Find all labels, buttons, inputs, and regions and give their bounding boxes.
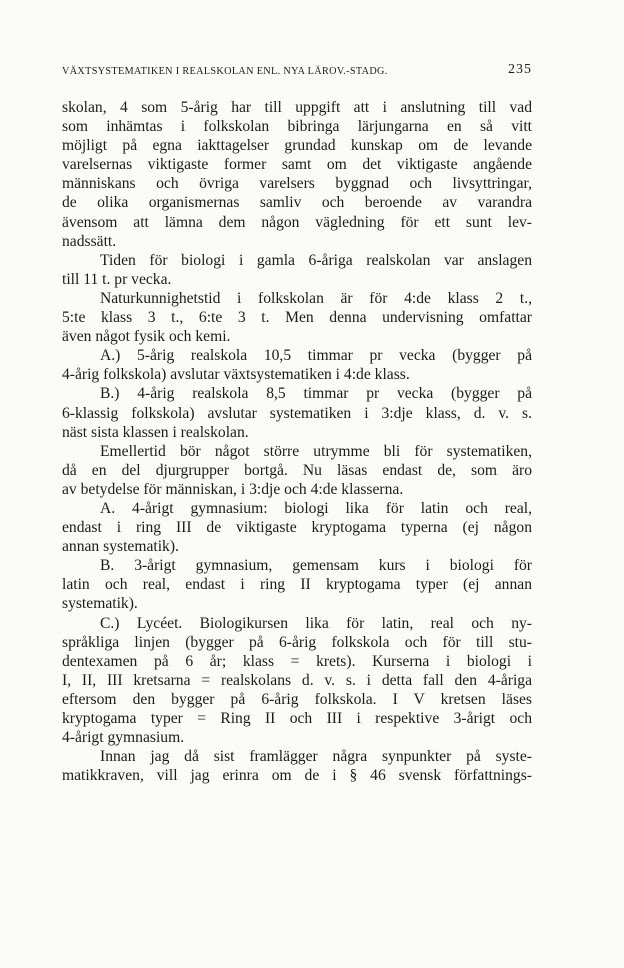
text-line: 4-årig folkskola) avslutar växtsystematiken i 4:de klass. — [62, 366, 410, 384]
text-line: skolan, 4 som 5-årig har till uppgift att i anslutning till vad — [62, 99, 532, 116]
text-line: nadssätt. — [62, 232, 117, 250]
text-line: människans och övriga varelsers byggnad och livsyttringar, — [62, 175, 532, 193]
text-line: som inhämtas i folkskolan bibringa lärjungarna en så vitt — [62, 118, 532, 136]
text-line: eftersom den bygger på 6-årig folkskola. I V kretsen läses — [62, 690, 532, 708]
text-line: möjligt på egna iakttagelser grundad kunskap om de levande — [62, 137, 532, 155]
text-line: systematik). — [62, 595, 138, 613]
text-line: dentexamen på 6 år; klass = krets). Kurserna i biologi i — [62, 652, 532, 670]
text-line: de olika organismernas samliv och beroende av varandra — [62, 194, 532, 212]
text-line: varelsernas viktigaste former samt om det viktigaste angående — [62, 156, 532, 174]
text-line: då en del djurgrupper bortgå. Nu läsas endast de, som äro — [62, 461, 532, 479]
text-line: ävensom att lämna dem någon vägledning för ett sunt lev- — [62, 213, 532, 231]
text-line: Tiden för biologi i gamla 6-åriga realskolan var anslagen — [100, 251, 532, 269]
text-line: endast i ring III de viktigaste kryptogama typerna (ej någon — [62, 519, 532, 537]
text-line: även något fysik och kemi. — [62, 328, 231, 346]
text-line: I, II, III kretsarna = realskolans d. v. s. i detta fall den 4-åriga — [62, 671, 532, 689]
text-line: näst sista klassen i realskolan. — [62, 423, 249, 441]
text-line: 6-klassig folkskola) avslutar systematiken i 3:dje klass, d. v. s. — [62, 404, 532, 422]
text-body — [62, 98, 532, 785]
text-line: språkliga linjen (bygger på 6-årig folkskola och för till stu- — [62, 633, 532, 651]
text-line: Emellertid bör något större utrymme bli för systematiken, — [100, 442, 532, 460]
text-line: A. 4-årigt gymnasium: biologi lika för latin och real, — [100, 499, 532, 517]
text-line: av betydelse för människan, i 3:dje och 4:de klasserna. — [62, 480, 404, 498]
text-line: B. 3-årigt gymnasium, gemensam kurs i biologi för — [100, 557, 532, 575]
text-line: till 11 t. pr vecka. — [62, 270, 172, 288]
text-line: 4-årigt gymnasium. — [62, 729, 185, 747]
text-line: Innan jag då sist framlägger några synpunkter på syste- — [100, 748, 532, 766]
page-number: 235 — [508, 62, 532, 77]
text-line: latin och real, endast i ring II kryptogama typer (ej annan — [62, 576, 532, 594]
text-line: C.) Lycéet. Biologikursen lika för latin, real och ny- — [100, 614, 532, 632]
text-line: annan systematik). — [62, 538, 179, 556]
running-title: VÄXTSYSTEMATIKEN I REALSKOLAN ENL. NYA LÄROV.-STADG. — [62, 66, 388, 77]
text-line: kryptogama typer = Ring II och III i respektive 3-årigt och — [62, 710, 532, 727]
text-line: Naturkunnighetstid i folkskolan är för 4:de klass 2 t., — [100, 289, 532, 307]
text-line: B.) 4-årig realskola 8,5 timmar pr vecka (bygger på — [100, 385, 532, 403]
text-line: A.) 5-årig realskola 10,5 timmar pr vecka (bygger på — [100, 347, 532, 365]
text-line: matikkraven, vill jag erinra om de i § 46 svensk författnings- — [62, 767, 532, 785]
running-head — [62, 62, 532, 82]
text-line: 5:te klass 3 t., 6:te 3 t. Men denna undervisning omfattar — [62, 309, 532, 327]
